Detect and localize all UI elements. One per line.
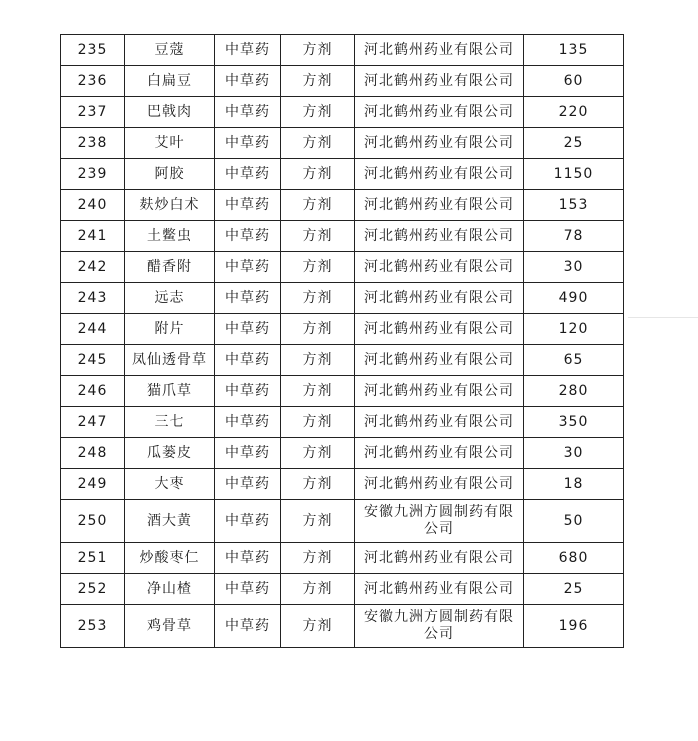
category-cell: 中草药 bbox=[215, 574, 281, 605]
table-row bbox=[61, 438, 624, 469]
category-cell: 中草药 bbox=[215, 35, 281, 66]
quantity-cell: 18 bbox=[524, 469, 624, 500]
row-number-cell: 246 bbox=[61, 376, 125, 407]
category-cell: 中草药 bbox=[215, 190, 281, 221]
category-cell: 中草药 bbox=[215, 97, 281, 128]
company-cell: 河北鹤州药业有限公司 bbox=[355, 345, 524, 376]
company-cell: 河北鹤州药业有限公司 bbox=[355, 438, 524, 469]
type-cell: 方剂 bbox=[281, 252, 355, 283]
table-row bbox=[61, 221, 624, 252]
table-row bbox=[61, 159, 624, 190]
drug-name-cell: 猫爪草 bbox=[125, 376, 215, 407]
category-cell: 中草药 bbox=[215, 252, 281, 283]
drug-name-cell: 巴戟肉 bbox=[125, 97, 215, 128]
table-row bbox=[61, 407, 624, 438]
type-cell: 方剂 bbox=[281, 97, 355, 128]
table-row bbox=[61, 97, 624, 128]
company-cell: 河北鹤州药业有限公司 bbox=[355, 128, 524, 159]
row-number-cell: 237 bbox=[61, 97, 125, 128]
type-cell: 方剂 bbox=[281, 159, 355, 190]
company-cell: 河北鹤州药业有限公司 bbox=[355, 407, 524, 438]
category-cell: 中草药 bbox=[215, 128, 281, 159]
row-number-cell: 243 bbox=[61, 283, 125, 314]
category-cell: 中草药 bbox=[215, 221, 281, 252]
table-row bbox=[61, 345, 624, 376]
type-cell: 方剂 bbox=[281, 66, 355, 97]
quantity-cell: 280 bbox=[524, 376, 624, 407]
drug-name-cell: 瓜蒌皮 bbox=[125, 438, 215, 469]
drug-name-cell: 白扁豆 bbox=[125, 66, 215, 97]
row-number-cell: 250 bbox=[61, 500, 125, 543]
row-number-cell: 244 bbox=[61, 314, 125, 345]
drug-name-cell: 大枣 bbox=[125, 469, 215, 500]
quantity-cell: 196 bbox=[524, 605, 624, 648]
row-number-cell: 239 bbox=[61, 159, 125, 190]
category-cell: 中草药 bbox=[215, 376, 281, 407]
quantity-cell: 30 bbox=[524, 438, 624, 469]
quantity-cell: 120 bbox=[524, 314, 624, 345]
table-row bbox=[61, 190, 624, 221]
table-row bbox=[61, 543, 624, 574]
drug-name-cell: 三七 bbox=[125, 407, 215, 438]
quantity-cell: 60 bbox=[524, 66, 624, 97]
company-cell: 河北鹤州药业有限公司 bbox=[355, 376, 524, 407]
row-number-cell: 236 bbox=[61, 66, 125, 97]
quantity-cell: 350 bbox=[524, 407, 624, 438]
company-cell: 安徽九洲方圆制药有限公司 bbox=[355, 500, 524, 543]
quantity-cell: 153 bbox=[524, 190, 624, 221]
category-cell: 中草药 bbox=[215, 159, 281, 190]
drug-name-cell: 土鳖虫 bbox=[125, 221, 215, 252]
company-cell: 河北鹤州药业有限公司 bbox=[355, 159, 524, 190]
type-cell: 方剂 bbox=[281, 469, 355, 500]
drug-name-cell: 鸡骨草 bbox=[125, 605, 215, 648]
quantity-cell: 1150 bbox=[524, 159, 624, 190]
row-number-cell: 248 bbox=[61, 438, 125, 469]
table-row bbox=[61, 35, 624, 66]
type-cell: 方剂 bbox=[281, 314, 355, 345]
type-cell: 方剂 bbox=[281, 35, 355, 66]
table-row bbox=[61, 500, 624, 543]
drug-name-cell: 炒酸枣仁 bbox=[125, 543, 215, 574]
company-cell: 河北鹤州药业有限公司 bbox=[355, 190, 524, 221]
row-number-cell: 249 bbox=[61, 469, 125, 500]
drug-name-cell: 麸炒白术 bbox=[125, 190, 215, 221]
type-cell: 方剂 bbox=[281, 407, 355, 438]
quantity-cell: 680 bbox=[524, 543, 624, 574]
company-cell: 河北鹤州药业有限公司 bbox=[355, 543, 524, 574]
category-cell: 中草药 bbox=[215, 469, 281, 500]
category-cell: 中草药 bbox=[215, 500, 281, 543]
quantity-cell: 490 bbox=[524, 283, 624, 314]
table-row bbox=[61, 376, 624, 407]
category-cell: 中草药 bbox=[215, 605, 281, 648]
quantity-cell: 135 bbox=[524, 35, 624, 66]
category-cell: 中草药 bbox=[215, 314, 281, 345]
drug-name-cell: 醋香附 bbox=[125, 252, 215, 283]
category-cell: 中草药 bbox=[215, 283, 281, 314]
row-number-cell: 241 bbox=[61, 221, 125, 252]
table-body bbox=[61, 35, 624, 648]
quantity-cell: 50 bbox=[524, 500, 624, 543]
company-cell: 河北鹤州药业有限公司 bbox=[355, 574, 524, 605]
company-cell: 河北鹤州药业有限公司 bbox=[355, 283, 524, 314]
table-row bbox=[61, 314, 624, 345]
company-cell: 河北鹤州药业有限公司 bbox=[355, 66, 524, 97]
company-cell: 河北鹤州药业有限公司 bbox=[355, 97, 524, 128]
type-cell: 方剂 bbox=[281, 500, 355, 543]
table-row bbox=[61, 605, 624, 648]
table-row bbox=[61, 469, 624, 500]
table-row bbox=[61, 252, 624, 283]
quantity-cell: 78 bbox=[524, 221, 624, 252]
row-number-cell: 242 bbox=[61, 252, 125, 283]
type-cell: 方剂 bbox=[281, 574, 355, 605]
drug-table bbox=[60, 34, 624, 648]
drug-name-cell: 阿胶 bbox=[125, 159, 215, 190]
company-cell: 河北鹤州药业有限公司 bbox=[355, 35, 524, 66]
category-cell: 中草药 bbox=[215, 66, 281, 97]
quantity-cell: 30 bbox=[524, 252, 624, 283]
drug-name-cell: 酒大黄 bbox=[125, 500, 215, 543]
category-cell: 中草药 bbox=[215, 345, 281, 376]
type-cell: 方剂 bbox=[281, 376, 355, 407]
row-number-cell: 251 bbox=[61, 543, 125, 574]
row-number-cell: 247 bbox=[61, 407, 125, 438]
quantity-cell: 220 bbox=[524, 97, 624, 128]
quantity-cell: 65 bbox=[524, 345, 624, 376]
scan-artifact-line bbox=[628, 317, 698, 318]
drug-name-cell: 艾叶 bbox=[125, 128, 215, 159]
type-cell: 方剂 bbox=[281, 605, 355, 648]
type-cell: 方剂 bbox=[281, 543, 355, 574]
row-number-cell: 252 bbox=[61, 574, 125, 605]
type-cell: 方剂 bbox=[281, 438, 355, 469]
company-cell: 河北鹤州药业有限公司 bbox=[355, 469, 524, 500]
table-row bbox=[61, 283, 624, 314]
drug-name-cell: 附片 bbox=[125, 314, 215, 345]
category-cell: 中草药 bbox=[215, 407, 281, 438]
quantity-cell: 25 bbox=[524, 128, 624, 159]
drug-name-cell: 豆蔻 bbox=[125, 35, 215, 66]
type-cell: 方剂 bbox=[281, 221, 355, 252]
row-number-cell: 240 bbox=[61, 190, 125, 221]
company-cell: 安徽九洲方圆制药有限公司 bbox=[355, 605, 524, 648]
type-cell: 方剂 bbox=[281, 345, 355, 376]
category-cell: 中草药 bbox=[215, 438, 281, 469]
drug-name-cell: 净山楂 bbox=[125, 574, 215, 605]
drug-name-cell: 凤仙透骨草 bbox=[125, 345, 215, 376]
type-cell: 方剂 bbox=[281, 190, 355, 221]
company-cell: 河北鹤州药业有限公司 bbox=[355, 252, 524, 283]
row-number-cell: 253 bbox=[61, 605, 125, 648]
drug-name-cell: 远志 bbox=[125, 283, 215, 314]
row-number-cell: 235 bbox=[61, 35, 125, 66]
company-cell: 河北鹤州药业有限公司 bbox=[355, 221, 524, 252]
type-cell: 方剂 bbox=[281, 128, 355, 159]
table-row bbox=[61, 128, 624, 159]
table-row bbox=[61, 574, 624, 605]
row-number-cell: 238 bbox=[61, 128, 125, 159]
category-cell: 中草药 bbox=[215, 543, 281, 574]
row-number-cell: 245 bbox=[61, 345, 125, 376]
type-cell: 方剂 bbox=[281, 283, 355, 314]
quantity-cell: 25 bbox=[524, 574, 624, 605]
table-row bbox=[61, 66, 624, 97]
company-cell: 河北鹤州药业有限公司 bbox=[355, 314, 524, 345]
